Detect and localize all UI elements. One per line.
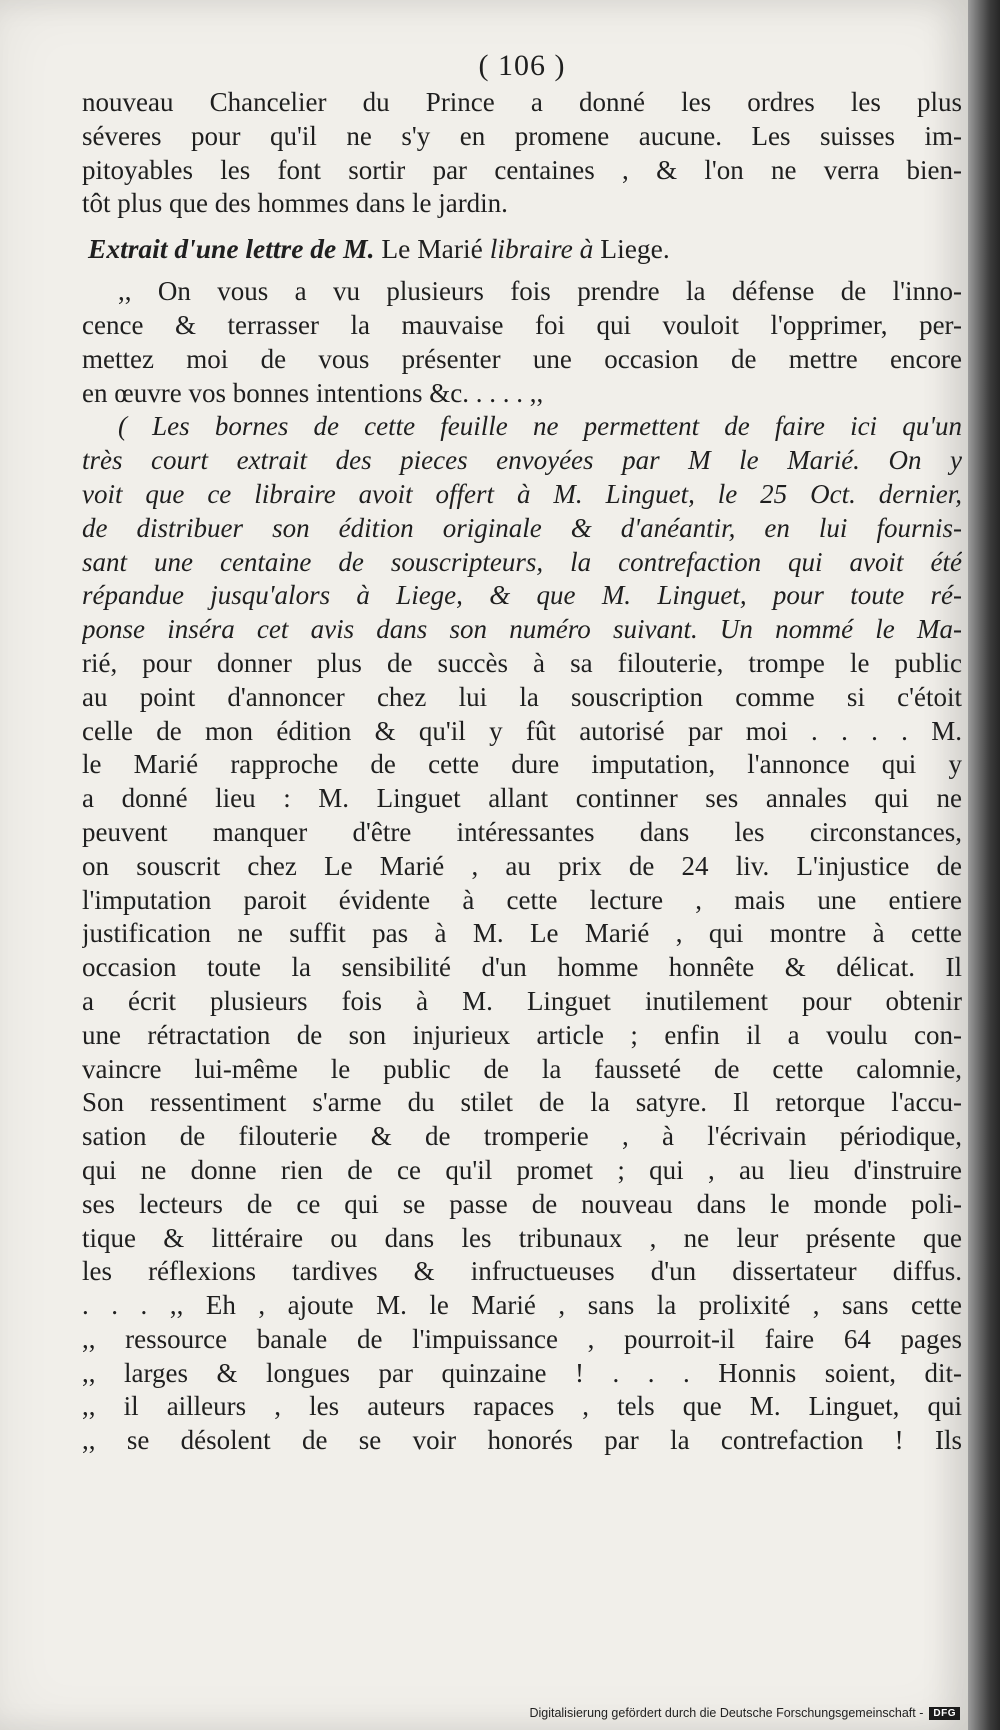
- text-line: l'imputation paroit évidente à cette lecture , mais une entiere: [82, 884, 962, 915]
- text-line: voit que ce libraire avoit offert à M. Linguet, le 25 Oct. dernier,: [82, 478, 962, 509]
- text-line: séveres pour qu'il ne s'y en promene aucune. Les suisses im-: [82, 120, 962, 151]
- book-spine-edge: [968, 0, 1000, 1730]
- text-line: vaincre lui-même le public de la fausseté de cette calomnie,: [82, 1053, 962, 1084]
- text-line: nouveau Chancelier du Prince a donné les ordres les plus: [82, 87, 962, 117]
- text-line: ses lecteurs de ce qui se passe de nouveau dans le monde poli-: [82, 1188, 962, 1219]
- paragraph-2: [82, 275, 962, 410]
- text-line: mettez moi de vous présenter une occasion de mettre encore: [82, 343, 962, 374]
- text-line: ( Les bornes de cette feuille ne permettent de faire ici qu'un: [118, 411, 962, 442]
- text-line: les réflexions tardives & infructueuses d'un dissertateur diffus.: [82, 1256, 962, 1287]
- paragraph-3: [82, 410, 962, 1458]
- heading-place: Liege.: [600, 233, 670, 265]
- text-line: pitoyables les font sortir par centaines , & l'on ne verra bien-: [82, 154, 962, 185]
- heading-prefix: Extrait d'une lettre de M.: [88, 233, 375, 265]
- paragraph-1: [82, 86, 962, 221]
- text-line: tôt plus que des hommes dans le jardin.: [82, 188, 508, 219]
- text-line: ,, il ailleurs , les auteurs rapaces , tels que M. Linguet, qui: [82, 1391, 962, 1422]
- text-line: sation de filouterie & de tromperie , à l'écrivain périodique,: [82, 1121, 962, 1152]
- text-line: peuvent manquer d'être intéressantes dans les circonstances,: [82, 816, 962, 847]
- page-number: ( 106 ): [478, 49, 566, 82]
- text-line: rié, pour donner plus de succès à sa filouterie, trompe le public: [82, 647, 962, 678]
- text-line: . . . ,, Eh , ajoute M. le Marié , sans la prolixité , sans cette: [82, 1290, 962, 1321]
- text-line: ,, larges & longues par quinzaine ! . . . Honnis soient, dit-: [82, 1357, 962, 1388]
- digitization-footer: [0, 1700, 968, 1730]
- text-line: qui ne donne rien de ce qu'il promet ; qui , au lieu d'instruire: [82, 1154, 962, 1185]
- text-line: de distribuer son édition originale & d'anéantir, en lui fournis-: [82, 512, 962, 543]
- text-line: répandue jusqu'alors à Liege, & que M. Linguet, pour toute ré-: [82, 580, 962, 611]
- text-line: Son ressentiment s'arme du stilet de la satyre. Il retorque l'accu-: [82, 1087, 962, 1118]
- text-line: a écrit plusieurs fois à M. Linguet inutilement pour obtenir: [82, 985, 962, 1016]
- letter-heading: [82, 231, 962, 267]
- text-line: au point d'annoncer chez lui la souscription comme si c'étoit: [82, 681, 962, 712]
- text-line: occasion toute la sensibilité d'un homme honnête & délicat. Il: [82, 952, 962, 983]
- text-line: très court extrait des pieces envoyées par M le Marié. On y: [82, 445, 962, 476]
- text-line: une rétractation de son injurieux article ; enfin il a voulu con-: [82, 1019, 962, 1050]
- footer-credit: Digitalisierung gefördert durch die Deutsche Forschungsgemeinschaft -: [529, 1706, 924, 1720]
- text-line: en œuvre vos bonnes intentions &c. . . . . ,,: [82, 377, 544, 408]
- text-line: ,, On vous a vu plusieurs fois prendre la défense de l'inno-: [118, 276, 962, 307]
- text-line: a donné lieu : M. Linguet allant continner ses annales qui ne: [82, 783, 962, 814]
- heading-role: libraire à: [489, 233, 594, 265]
- heading-name: Le Marié: [381, 233, 483, 265]
- text-line: ,, se désolent de se voir honorés par la contrefaction ! Ils: [82, 1425, 962, 1456]
- dfg-logo-icon: DFG: [929, 1707, 960, 1720]
- text-line: justification ne suffit pas à M. Le Marié , qui montre à cette: [82, 918, 962, 949]
- text-line: ,, ressource banale de l'impuissance , pourroit-il faire 64 pages: [82, 1323, 962, 1354]
- footer-credit-group: [529, 1706, 960, 1720]
- text-line: sant une centaine de souscripteurs, la contrefaction qui avoit été: [82, 546, 962, 577]
- text-line: le Marié rapproche de cette dure imputation, l'annonce qui y: [82, 749, 962, 780]
- text-line: on souscrit chez Le Marié , au prix de 24 liv. L'injustice de: [82, 850, 962, 881]
- text-line: ponse inséra cet avis dans son numéro suivant. Un nommé le Ma-: [82, 614, 962, 645]
- text-line: celle de mon édition & qu'il y fût autorisé par moi . . . . M.: [82, 715, 962, 746]
- text-line: cence & terrasser la mauvaise foi qui vouloit l'opprimer, per-: [82, 309, 962, 340]
- page-text: [82, 46, 962, 1458]
- text-line: tique & littéraire ou dans les tribunaux , ne leur présente que: [82, 1222, 962, 1253]
